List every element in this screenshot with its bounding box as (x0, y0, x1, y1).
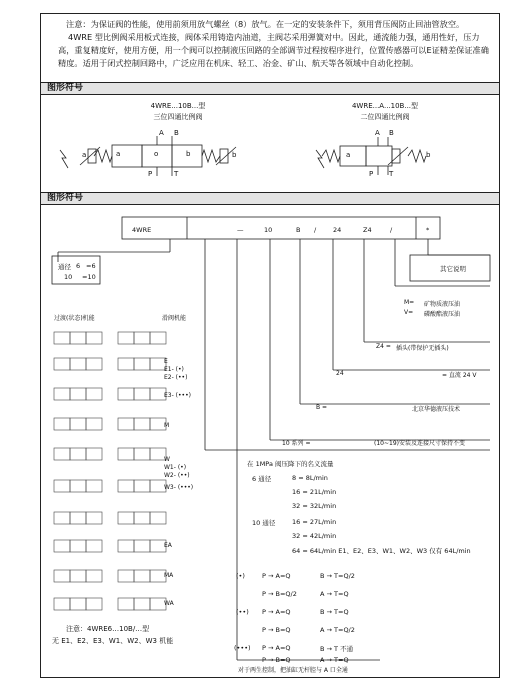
sym-o: o (154, 150, 159, 158)
section2-title: 图形符号 (41, 192, 499, 205)
flow-6-label: 6 通径 (252, 475, 272, 483)
pf-right-2: A → T=Q (320, 590, 349, 598)
flow-title: 在 1MPa 阀压降下的名义流量 (247, 460, 334, 468)
pf-left-2: P → B=Q/2 (262, 590, 297, 598)
pf-left-5: P → A=Q (262, 644, 291, 652)
bottom-note1: 注意：4WRE6…10B/…型 (66, 625, 150, 633)
left-caption: 三位四通比例阀 (153, 113, 203, 121)
right-model: 4WRE...A...10B...型 (351, 102, 419, 110)
intro-text (58, 18, 494, 70)
code-b: B (296, 226, 301, 234)
code-slash1: / (314, 226, 317, 234)
pf-right-6: A → T=Q (320, 656, 349, 664)
sym-T-right: T (389, 170, 394, 178)
code-star: * (426, 226, 430, 234)
b-val: 北京华德液压技术 (412, 406, 461, 413)
sym-b-right: b (426, 151, 431, 159)
pf-key-1: (•) (236, 572, 245, 580)
pf-left-4: P → B=Q (262, 626, 291, 634)
pf-right-5: B → T 不通 (320, 645, 354, 653)
sym-B-right: B (389, 129, 394, 137)
section1-title: 图形符号 (41, 82, 499, 95)
func-ea: EA (164, 542, 172, 549)
bottom-note2: 无 E1、E2、E3、W1、W2、W3 机能 (52, 637, 174, 645)
func-e3: E3- (•••) (164, 392, 191, 399)
pf-key-5: (•••) (234, 644, 251, 652)
pf-right-3: B → T=Q (320, 608, 349, 616)
v-key: V= (404, 309, 414, 316)
pf-key-3: (••) (236, 608, 249, 616)
sym-a-right: a (346, 151, 351, 159)
left-model: 4WRE...10B...型 (150, 102, 206, 110)
code-4wre: 4WRE (132, 226, 152, 234)
v24-key: 24 (336, 370, 344, 377)
v-val: 磷酸酯液压油 (424, 311, 461, 318)
transition-label: 过渡(状态)机能 (54, 315, 95, 322)
slide-label: 滑阀机能 (162, 315, 187, 322)
series-val: (10~19)安装及连接尺寸保持不变 (374, 440, 465, 447)
func-e2: E2- (••) (164, 374, 188, 381)
flow-10-row2: 32 = 42L/min (292, 532, 337, 540)
intro-para2: 4WRE 型比例阀采用板式连接，阀体采用铸造内油道，主阀芯采用弹簧对中。因此，通流能力强，通用性好，压力高，重复精度好，使用方便，用一个阀可以控制液压回路的全部调节过程按程序进行，位置传感器可以E证精差保证准确精度。适用于闭式控制回路中，广泛应用在机床、轻工、冶金、矿山、航天等各领域中自动化控制。 (58, 32, 489, 68)
other-desc: 其它说明 (440, 265, 466, 273)
z4-val: 插头(带保护无插头) (396, 345, 449, 352)
func-w1: W1- (•) (164, 464, 187, 471)
pf-right-1: B → T=Q/2 (320, 572, 355, 580)
intro-para1: 注意：为保证阀的性能，使用前须用放气螺丝（8）放气。在一定的安装条件下，须用背压阀防止回油管放空。 (66, 19, 465, 29)
size-label: 通径 (58, 263, 71, 271)
code-10: 10 (264, 226, 273, 234)
v24-val: = 直流 24 V (442, 372, 477, 379)
pf-left-6: P → B=Q (262, 656, 291, 664)
right-caption: 二位四通比例阀 (360, 113, 410, 121)
footnote: 对于两生控制，把油缸无杆腔与 A 口全通 (238, 667, 348, 674)
func-m: M (164, 422, 170, 429)
sym-b-left: b (186, 150, 191, 158)
func-e: E (164, 358, 168, 365)
sym-A-right: A (375, 129, 380, 137)
flow-6-row3: 32 = 32L/min (292, 502, 337, 510)
pf-left-1: P → A=Q (262, 572, 291, 580)
func-w: W (164, 456, 170, 463)
size-row1-a: 6 (76, 262, 81, 270)
sym-b-outer: b (232, 151, 237, 159)
pf-right-4: A → T=Q/2 (320, 626, 355, 634)
b-key: B = (316, 404, 328, 411)
flow-10-row3: 64 = 64L/min E1、E2、E3、W1、W2、W3 仅有 64L/min (292, 547, 471, 555)
size-row1-b: =6 (86, 262, 96, 270)
code-z4: Z4 (363, 226, 372, 234)
sym-A-left: A (159, 129, 164, 137)
func-wa: WA (164, 600, 174, 607)
m-key: M= (404, 299, 415, 306)
flow-6-row1: 8 = 8L/min (292, 474, 328, 482)
func-w2: W2- (••) (164, 472, 190, 479)
func-w3: W3- (•••) (164, 484, 194, 491)
sym-P-left: P (148, 170, 153, 178)
z4-key: Z4 = (376, 343, 391, 350)
sym-a-outer: a (82, 151, 87, 159)
flow-10-label: 10 通径 (252, 519, 276, 527)
pf-left-3: P → A=Q (262, 608, 291, 616)
flow-10-row1: 16 = 27L/min (292, 518, 337, 526)
code-slash2: / (390, 226, 393, 234)
size-row2-b: =10 (82, 273, 96, 281)
size-row2-a: 10 (64, 273, 73, 281)
m-val: 矿物质液压油 (424, 301, 461, 308)
code-dash: — (237, 226, 244, 234)
sym-P-right: P (369, 170, 374, 178)
flow-6-row2: 16 = 21L/min (292, 488, 337, 496)
series-key: 10 系列 = (282, 440, 311, 447)
code-24: 24 (333, 226, 342, 234)
sym-a-left: a (116, 150, 121, 158)
sym-T-left: T (174, 170, 179, 178)
func-e1: E1- (•) (164, 366, 184, 373)
sym-B-left: B (174, 129, 179, 137)
func-ma: MA (164, 572, 174, 579)
